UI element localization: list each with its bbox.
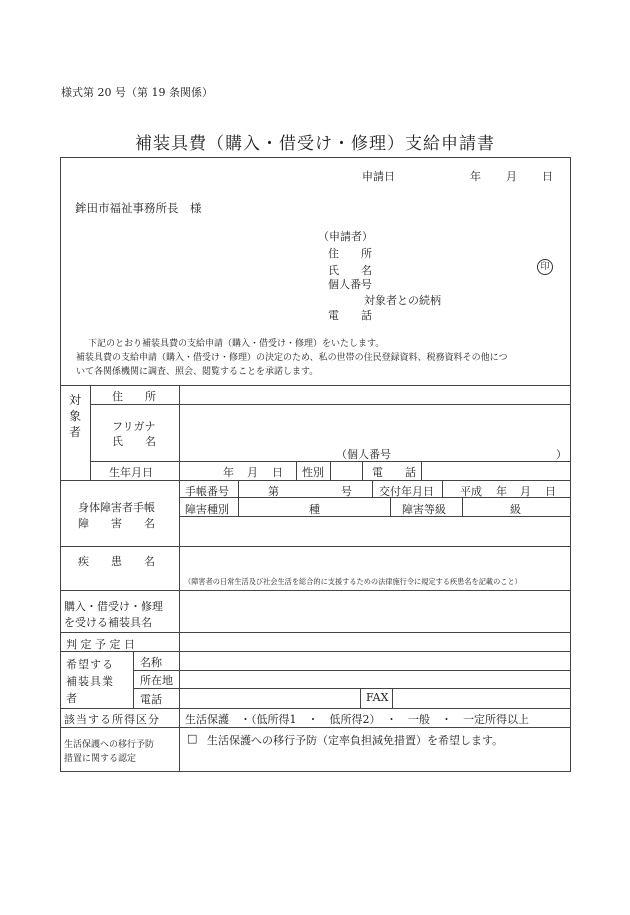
subject-name-field[interactable] — [181, 406, 569, 442]
subject-phone-label: 電 話 — [372, 466, 416, 479]
seal-mark — [537, 259, 553, 275]
vendor-phone-label: 電話 — [140, 693, 162, 706]
applicant-phone-label: 電 話 — [328, 309, 372, 322]
vendor-phone-field[interactable] — [181, 690, 359, 707]
prevention-text: 生活保護への移行予防（定率負担減免措置）を希望します。 — [207, 734, 504, 747]
seal-text: 印 — [540, 262, 550, 272]
subject-personal-number-close: ） — [556, 448, 567, 461]
vendor-fax-field[interactable] — [394, 690, 569, 707]
handbook-number-go: 号 — [341, 485, 352, 498]
application-date-month: 月 — [506, 170, 517, 183]
vendor-location-label: 所在地 — [140, 674, 173, 687]
disability-name-field[interactable] — [181, 518, 569, 545]
applicant-personal-number-label: 個人番号 — [328, 278, 372, 291]
subject-address-label: 住 所 — [112, 390, 156, 403]
subject-label — [68, 392, 82, 440]
issue-date-day: 日 — [545, 485, 556, 498]
disability-grade-label: 障害等級 — [402, 503, 446, 516]
subject-sex-label: 性別 — [302, 466, 324, 479]
vendor-location-field[interactable] — [181, 671, 569, 687]
judgement-date-label: 判 定 予 定 日 — [66, 638, 135, 651]
vendor-label-line-3: 者 — [66, 692, 77, 705]
disability-name-label: 障 害 名 — [78, 517, 155, 530]
subject-birth-month: 月 — [247, 466, 258, 479]
issue-date-month: 月 — [520, 485, 531, 498]
disability-type-shu: 種 — [309, 503, 320, 516]
device-label-line-1: 購入・借受け・修理 — [64, 600, 163, 613]
statement-line-1: 下記のとおり補装具費の支給申請（購入・借受け・修理）をいたします。 — [88, 339, 385, 349]
disability-grade-kyu: 級 — [510, 503, 521, 516]
subject-birth-year: 年 — [223, 466, 234, 479]
page-title: 補装具費（購入・借受け・修理）支給申請書 — [135, 134, 495, 154]
issue-date-label: 交付年月日 — [379, 485, 434, 498]
applicant-name-label: 氏 名 — [328, 264, 372, 277]
device-label-line-2: を受ける補装具名 — [64, 616, 152, 629]
handbook-label: 身体障害者手帳 — [78, 501, 155, 514]
application-date-year: 年 — [470, 170, 481, 183]
subject-furigana-label: フリガナ — [112, 420, 156, 433]
device-field[interactable] — [181, 592, 569, 631]
income-category-label: 該当する所得区分 — [64, 713, 160, 726]
addressee: 鉾田市福祉事務所長 様 — [75, 201, 202, 215]
subject-label-char-2: 象 — [68, 409, 81, 423]
applicant-address-label: 住 所 — [328, 247, 372, 260]
subject-name-label: 氏 名 — [112, 435, 156, 448]
prevention-checkbox[interactable]: □ — [187, 732, 198, 745]
issue-date-year: 年 — [496, 485, 507, 498]
application-date-day: 日 — [542, 170, 553, 183]
disability-type-label: 障害種別 — [185, 503, 229, 516]
vendor-name-field[interactable] — [181, 653, 569, 669]
vendor-name-label: 名称 — [140, 656, 162, 669]
applicant-heading: （申請者） — [318, 230, 373, 243]
statement-line-2: 補装具費の支給申請（購入・借受け・修理）の決定のため、私の世帯の住民登録資料、税務資料その他につ — [76, 353, 508, 363]
handbook-number-dai: 第 — [268, 485, 279, 498]
subject-address-field[interactable] — [181, 387, 569, 403]
subject-label-char-1: 対 — [68, 393, 81, 407]
vendor-label-line-1: 希望する — [66, 658, 114, 671]
vendor-fax-label: FAX — [366, 691, 389, 704]
judgement-date-field[interactable] — [181, 634, 569, 650]
income-category-options: 生活保護 ・（低所得1 ・ 低所得2） ・ 一般 ・ 一定所得以上 — [185, 713, 529, 726]
vendor-label-line-2: 補装具業 — [66, 675, 114, 688]
subject-birth-day: 日 — [272, 466, 283, 479]
disease-field[interactable] — [181, 548, 569, 574]
issue-date-era: 平成 — [460, 485, 482, 498]
prevention-label-line-2: 措置に関する認定 — [64, 754, 137, 764]
prevention-label-line-1: 生活保護への移行予防 — [64, 740, 155, 750]
applicant-relationship-label: 対象者との続柄 — [364, 294, 441, 307]
disease-label: 疾 患 名 — [78, 555, 155, 568]
statement-line-3: いて各関係機関に調査、照会、閲覧することを承諾します。 — [76, 367, 319, 377]
subject-label-char-3: 者 — [68, 425, 81, 439]
handbook-number-label: 手帳番号 — [185, 485, 229, 498]
application-date-label: 申請日 — [362, 170, 395, 183]
subject-birthdate-label: 生年月日 — [109, 466, 153, 479]
disease-note: （障害者の日常生活及び社会生活を総合的に支援するための法律施行令に規定する疾患名を記載のこと） — [184, 577, 522, 586]
form-number: 様式第 20 号（第 19 条関係） — [61, 86, 213, 99]
subject-personal-number-open: （個人番号 — [336, 448, 391, 461]
